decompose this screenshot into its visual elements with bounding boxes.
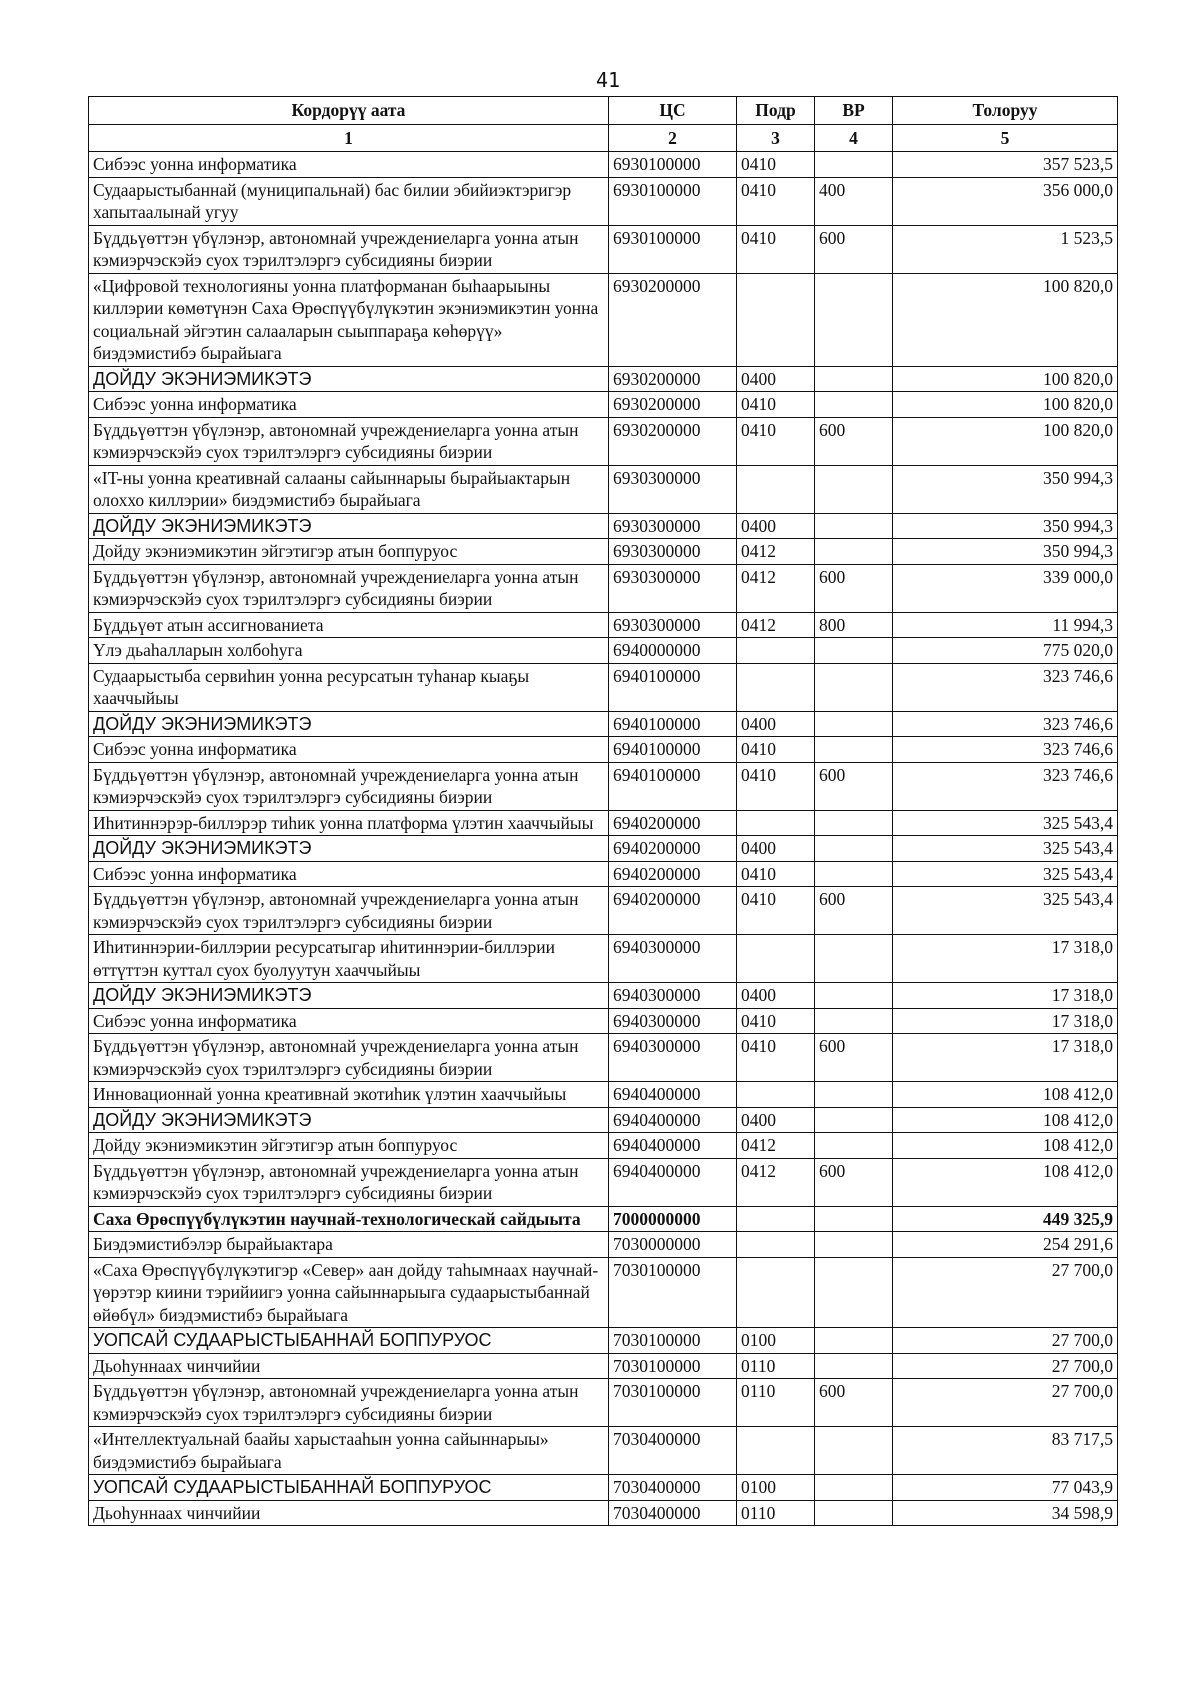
row-vr-cell: 600 bbox=[815, 564, 893, 612]
row-vr-cell bbox=[815, 861, 893, 887]
row-name-cell: УОПСАЙ СУДААРЫСТЫБАННАЙ БОППУРУОС bbox=[89, 1328, 609, 1354]
row-amount-cell: 254 291,6 bbox=[893, 1232, 1118, 1258]
row-cs-cell: 6940100000 bbox=[609, 663, 737, 711]
row-podr-cell bbox=[737, 663, 815, 711]
row-podr-cell: 0410 bbox=[737, 225, 815, 273]
table-row bbox=[89, 539, 1118, 565]
row-cs-cell: 6930200000 bbox=[609, 392, 737, 418]
row-vr-cell: 800 bbox=[815, 612, 893, 638]
row-podr-cell bbox=[737, 1257, 815, 1328]
row-cs-cell: 6940200000 bbox=[609, 861, 737, 887]
row-cs-cell: 6940300000 bbox=[609, 1034, 737, 1082]
row-vr-cell: 600 bbox=[815, 417, 893, 465]
row-vr-cell bbox=[815, 810, 893, 836]
row-vr-cell bbox=[815, 513, 893, 539]
row-cs-cell: 6940200000 bbox=[609, 887, 737, 935]
row-cs-cell: 6930200000 bbox=[609, 366, 737, 392]
table-row bbox=[89, 1133, 1118, 1159]
row-podr-cell: 0412 bbox=[737, 564, 815, 612]
row-vr-cell bbox=[815, 392, 893, 418]
row-podr-cell: 0410 bbox=[737, 392, 815, 418]
row-amount-cell: 775 020,0 bbox=[893, 638, 1118, 664]
row-name-cell: Бүддьүөт атын ассигнованиета bbox=[89, 612, 609, 638]
row-podr-cell: 0410 bbox=[737, 887, 815, 935]
row-name-cell: Биэдэмистибэлэр бырайыактара bbox=[89, 1232, 609, 1258]
row-cs-cell: 6930300000 bbox=[609, 564, 737, 612]
row-name-cell: Үлэ дьаһалларын холбоһуга bbox=[89, 638, 609, 664]
header-amount: Толоруу bbox=[893, 97, 1118, 125]
row-amount-cell: 27 700,0 bbox=[893, 1379, 1118, 1427]
row-name-cell: «Интеллектуальнай баайы харыстааһын уонна сайыннарыы» биэдэмистибэ бырайыага bbox=[89, 1427, 609, 1475]
table-row bbox=[89, 1158, 1118, 1206]
row-amount-cell: 339 000,0 bbox=[893, 564, 1118, 612]
row-name-cell: Дойду экэниэмикэтин эйгэтигэр атын боппуруос bbox=[89, 1133, 609, 1159]
table-row bbox=[89, 935, 1118, 983]
table-row bbox=[89, 177, 1118, 225]
table-row bbox=[89, 612, 1118, 638]
row-name-cell: Сибээс уонна информатика bbox=[89, 737, 609, 763]
row-amount-cell: 83 717,5 bbox=[893, 1427, 1118, 1475]
row-cs-cell: 7030400000 bbox=[609, 1475, 737, 1501]
row-cs-cell: 6940400000 bbox=[609, 1158, 737, 1206]
row-podr-cell: 0412 bbox=[737, 1133, 815, 1159]
row-vr-cell bbox=[815, 366, 893, 392]
row-podr-cell: 0412 bbox=[737, 1158, 815, 1206]
row-vr-cell: 400 bbox=[815, 177, 893, 225]
row-amount-cell: 357 523,5 bbox=[893, 152, 1118, 178]
row-podr-cell bbox=[737, 810, 815, 836]
row-podr-cell: 0410 bbox=[737, 861, 815, 887]
row-podr-cell: 0110 bbox=[737, 1353, 815, 1379]
row-amount-cell: 17 318,0 bbox=[893, 983, 1118, 1009]
row-name-cell: Бүддьүөттэн үбүлэнэр, автономнай учреждениеларга уонна атын кэмиэрчэскэйэ суох тэрилтэлэргэ субсидияны биэрии bbox=[89, 417, 609, 465]
row-cs-cell: 6940100000 bbox=[609, 762, 737, 810]
row-amount-cell: 108 412,0 bbox=[893, 1133, 1118, 1159]
row-podr-cell bbox=[737, 273, 815, 366]
table-row bbox=[89, 417, 1118, 465]
row-vr-cell: 600 bbox=[815, 1034, 893, 1082]
row-name-cell: ДОЙДУ ЭКЭНИЭМИКЭТЭ bbox=[89, 711, 609, 737]
row-podr-cell: 0400 bbox=[737, 711, 815, 737]
row-cs-cell: 7030000000 bbox=[609, 1232, 737, 1258]
table-row bbox=[89, 513, 1118, 539]
row-amount-cell: 108 412,0 bbox=[893, 1107, 1118, 1133]
table-row bbox=[89, 1206, 1118, 1232]
row-vr-cell bbox=[815, 1353, 893, 1379]
row-cs-cell: 7030100000 bbox=[609, 1257, 737, 1328]
row-podr-cell: 0400 bbox=[737, 1107, 815, 1133]
row-amount-cell: 323 746,6 bbox=[893, 711, 1118, 737]
row-podr-cell bbox=[737, 638, 815, 664]
row-vr-cell bbox=[815, 1328, 893, 1354]
row-vr-cell bbox=[815, 663, 893, 711]
row-podr-cell: 0400 bbox=[737, 513, 815, 539]
row-vr-cell bbox=[815, 465, 893, 513]
row-cs-cell: 6940300000 bbox=[609, 935, 737, 983]
table-row bbox=[89, 861, 1118, 887]
row-podr-cell: 0400 bbox=[737, 983, 815, 1009]
row-vr-cell: 600 bbox=[815, 887, 893, 935]
column-number: 1 bbox=[89, 124, 609, 152]
row-name-cell: Саха Өрөспүүбүлүкэтин научнай-технологическай сайдыыта bbox=[89, 1206, 609, 1232]
row-amount-cell: 350 994,3 bbox=[893, 513, 1118, 539]
row-amount-cell: 17 318,0 bbox=[893, 1034, 1118, 1082]
row-cs-cell: 6930300000 bbox=[609, 465, 737, 513]
row-vr-cell: 600 bbox=[815, 1379, 893, 1427]
row-vr-cell bbox=[815, 1008, 893, 1034]
table-row bbox=[89, 366, 1118, 392]
row-cs-cell: 6940100000 bbox=[609, 711, 737, 737]
row-vr-cell bbox=[815, 1107, 893, 1133]
row-podr-cell: 0410 bbox=[737, 1008, 815, 1034]
row-cs-cell: 6930100000 bbox=[609, 177, 737, 225]
row-cs-cell: 6930300000 bbox=[609, 539, 737, 565]
row-name-cell: Бүддьүөттэн үбүлэнэр, автономнай учреждениеларга уонна атын кэмиэрчэскэйэ суох тэрилтэлэргэ субсидияны биэрии bbox=[89, 1158, 609, 1206]
row-name-cell: «IT-ны уонна креативнай салааны сайыннарыы бырайыактарын олоххо киллэрии» биэдэмистибэ бырайыага bbox=[89, 465, 609, 513]
table-row bbox=[89, 1257, 1118, 1328]
table-row bbox=[89, 465, 1118, 513]
row-amount-cell: 449 325,9 bbox=[893, 1206, 1118, 1232]
table-row bbox=[89, 273, 1118, 366]
row-podr-cell: 0110 bbox=[737, 1379, 815, 1427]
table-row bbox=[89, 983, 1118, 1009]
row-name-cell: «Цифровой технологияны уонна платформанан быһаарыыны киллэрии көмөтүнэн Саха Өрөспүүбүлүкэтин экэниэмикэтин уонна социальнай эйгэтин салааларын сыыппараҕа көһөрүү» биэдэмистибэ бырайыага bbox=[89, 273, 609, 366]
row-amount-cell: 350 994,3 bbox=[893, 465, 1118, 513]
row-cs-cell: 6930300000 bbox=[609, 612, 737, 638]
table-body bbox=[89, 152, 1118, 1526]
row-amount-cell: 17 318,0 bbox=[893, 935, 1118, 983]
row-name-cell: ДОЙДУ ЭКЭНИЭМИКЭТЭ bbox=[89, 983, 609, 1009]
table-row bbox=[89, 1107, 1118, 1133]
row-podr-cell: 0410 bbox=[737, 152, 815, 178]
row-amount-cell: 100 820,0 bbox=[893, 273, 1118, 366]
row-vr-cell bbox=[815, 539, 893, 565]
table-row bbox=[89, 810, 1118, 836]
row-vr-cell bbox=[815, 711, 893, 737]
table-row bbox=[89, 1500, 1118, 1526]
column-number: 5 bbox=[893, 124, 1118, 152]
row-amount-cell: 325 543,4 bbox=[893, 836, 1118, 862]
row-podr-cell: 0100 bbox=[737, 1328, 815, 1354]
row-vr-cell bbox=[815, 836, 893, 862]
row-amount-cell: 100 820,0 bbox=[893, 366, 1118, 392]
table-row bbox=[89, 663, 1118, 711]
row-vr-cell: 600 bbox=[815, 762, 893, 810]
header-name: Кордорүү аата bbox=[89, 97, 609, 125]
row-name-cell: ДОЙДУ ЭКЭНИЭМИКЭТЭ bbox=[89, 1107, 609, 1133]
row-amount-cell: 1 523,5 bbox=[893, 225, 1118, 273]
row-cs-cell: 6940300000 bbox=[609, 983, 737, 1009]
row-name-cell: Инновационнай уонна креативнай экотиһик үлэтин хааччыйыы bbox=[89, 1082, 609, 1108]
row-podr-cell: 0410 bbox=[737, 1034, 815, 1082]
row-podr-cell: 0400 bbox=[737, 836, 815, 862]
row-amount-cell: 108 412,0 bbox=[893, 1158, 1118, 1206]
row-amount-cell: 323 746,6 bbox=[893, 762, 1118, 810]
row-podr-cell bbox=[737, 465, 815, 513]
row-name-cell: Бүддьүөттэн үбүлэнэр, автономнай учреждениеларга уонна атын кэмиэрчэскэйэ суох тэрилтэлэргэ субсидияны биэрии bbox=[89, 887, 609, 935]
column-number: 3 bbox=[737, 124, 815, 152]
row-name-cell: Бүддьүөттэн үбүлэнэр, автономнай учреждениеларга уонна атын кэмиэрчэскэйэ суох тэрилтэлэргэ субсидияны биэрии bbox=[89, 564, 609, 612]
row-podr-cell: 0110 bbox=[737, 1500, 815, 1526]
row-vr-cell: 600 bbox=[815, 225, 893, 273]
row-name-cell: Бүддьүөттэн үбүлэнэр, автономнай учреждениеларга уонна атын кэмиэрчэскэйэ суох тэрилтэлэргэ субсидияны биэрии bbox=[89, 1034, 609, 1082]
row-vr-cell bbox=[815, 1082, 893, 1108]
row-name-cell: Иһитиннэрэр-биллэрэр тиһик уонна платформа үлэтин хааччыйыы bbox=[89, 810, 609, 836]
row-name-cell: Судаарыстыбаннай (муниципальнай) бас билии эбийиэктэригэр хапытаалынай угуу bbox=[89, 177, 609, 225]
row-cs-cell: 6940400000 bbox=[609, 1133, 737, 1159]
table-header-row bbox=[89, 97, 1118, 125]
row-vr-cell bbox=[815, 983, 893, 1009]
row-vr-cell bbox=[815, 638, 893, 664]
row-name-cell: Сибээс уонна информатика bbox=[89, 1008, 609, 1034]
row-podr-cell: 0410 bbox=[737, 762, 815, 810]
row-amount-cell: 100 820,0 bbox=[893, 417, 1118, 465]
row-amount-cell: 100 820,0 bbox=[893, 392, 1118, 418]
table-row bbox=[89, 1232, 1118, 1258]
row-amount-cell: 323 746,6 bbox=[893, 737, 1118, 763]
row-name-cell: Дойду экэниэмикэтин эйгэтигэр атын боппуруос bbox=[89, 539, 609, 565]
row-cs-cell: 7030100000 bbox=[609, 1353, 737, 1379]
table-row bbox=[89, 1082, 1118, 1108]
page-number: 41 bbox=[595, 68, 621, 92]
row-amount-cell: 356 000,0 bbox=[893, 177, 1118, 225]
row-podr-cell bbox=[737, 1082, 815, 1108]
table-row bbox=[89, 1475, 1118, 1501]
row-amount-cell: 17 318,0 bbox=[893, 1008, 1118, 1034]
table-row bbox=[89, 1379, 1118, 1427]
row-name-cell: ДОЙДУ ЭКЭНИЭМИКЭТЭ bbox=[89, 513, 609, 539]
table-row bbox=[89, 836, 1118, 862]
row-cs-cell: 6930100000 bbox=[609, 152, 737, 178]
row-amount-cell: 323 746,6 bbox=[893, 663, 1118, 711]
row-name-cell: Дьоһуннаах чинчийии bbox=[89, 1353, 609, 1379]
table-row bbox=[89, 564, 1118, 612]
row-amount-cell: 11 994,3 bbox=[893, 612, 1118, 638]
table-row bbox=[89, 152, 1118, 178]
row-cs-cell: 6930100000 bbox=[609, 225, 737, 273]
table-row bbox=[89, 1328, 1118, 1354]
row-podr-cell bbox=[737, 1427, 815, 1475]
row-vr-cell bbox=[815, 935, 893, 983]
column-number: 4 bbox=[815, 124, 893, 152]
table-row bbox=[89, 392, 1118, 418]
table-row bbox=[89, 737, 1118, 763]
row-cs-cell: 6940200000 bbox=[609, 836, 737, 862]
row-cs-cell: 6930200000 bbox=[609, 417, 737, 465]
table-row bbox=[89, 1008, 1118, 1034]
header-podr: Подр bbox=[737, 97, 815, 125]
row-podr-cell: 0412 bbox=[737, 612, 815, 638]
row-name-cell: Бүддьүөттэн үбүлэнэр, автономнай учреждениеларга уонна атын кэмиэрчэскэйэ суох тэрилтэлэргэ субсидияны биэрии bbox=[89, 1379, 609, 1427]
table-row bbox=[89, 762, 1118, 810]
row-vr-cell bbox=[815, 1232, 893, 1258]
row-cs-cell: 6940200000 bbox=[609, 810, 737, 836]
row-amount-cell: 108 412,0 bbox=[893, 1082, 1118, 1108]
row-name-cell: Иһитиннэрии-биллэрии ресурсатыгар иһитиннэрии-биллэрии өттүттэн куттал суох буолуутун хааччыйыы bbox=[89, 935, 609, 983]
row-amount-cell: 27 700,0 bbox=[893, 1353, 1118, 1379]
row-cs-cell: 6930200000 bbox=[609, 273, 737, 366]
column-number: 2 bbox=[609, 124, 737, 152]
row-podr-cell: 0100 bbox=[737, 1475, 815, 1501]
row-podr-cell bbox=[737, 935, 815, 983]
row-name-cell: Дьоһуннаах чинчийии bbox=[89, 1500, 609, 1526]
row-amount-cell: 325 543,4 bbox=[893, 861, 1118, 887]
row-name-cell: Судаарыстыба сервиһин уонна ресурсатын туһанар кыаҕы хааччыйыы bbox=[89, 663, 609, 711]
budget-table bbox=[88, 96, 1118, 1526]
row-amount-cell: 325 543,4 bbox=[893, 887, 1118, 935]
row-name-cell: Бүддьүөттэн үбүлэнэр, автономнай учреждениеларга уонна атын кэмиэрчэскэйэ суох тэрилтэлэргэ субсидияны биэрии bbox=[89, 225, 609, 273]
row-cs-cell: 7030400000 bbox=[609, 1427, 737, 1475]
row-vr-cell bbox=[815, 1427, 893, 1475]
row-cs-cell: 6930300000 bbox=[609, 513, 737, 539]
row-name-cell: ДОЙДУ ЭКЭНИЭМИКЭТЭ bbox=[89, 836, 609, 862]
row-cs-cell: 7030100000 bbox=[609, 1328, 737, 1354]
row-amount-cell: 27 700,0 bbox=[893, 1328, 1118, 1354]
row-vr-cell bbox=[815, 273, 893, 366]
row-name-cell: ДОЙДУ ЭКЭНИЭМИКЭТЭ bbox=[89, 366, 609, 392]
header-cs: ЦС bbox=[609, 97, 737, 125]
table-row bbox=[89, 711, 1118, 737]
row-podr-cell bbox=[737, 1232, 815, 1258]
row-amount-cell: 27 700,0 bbox=[893, 1257, 1118, 1328]
row-amount-cell: 325 543,4 bbox=[893, 810, 1118, 836]
row-cs-cell: 6940400000 bbox=[609, 1107, 737, 1133]
table-row bbox=[89, 1353, 1118, 1379]
row-name-cell: УОПСАЙ СУДААРЫСТЫБАННАЙ БОППУРУОС bbox=[89, 1475, 609, 1501]
row-vr-cell bbox=[815, 737, 893, 763]
table-row bbox=[89, 887, 1118, 935]
row-podr-cell: 0410 bbox=[737, 177, 815, 225]
row-cs-cell: 6940300000 bbox=[609, 1008, 737, 1034]
row-vr-cell bbox=[815, 1206, 893, 1232]
row-name-cell: Сибээс уонна информатика bbox=[89, 392, 609, 418]
row-cs-cell: 6940400000 bbox=[609, 1082, 737, 1108]
row-podr-cell: 0410 bbox=[737, 417, 815, 465]
table-row bbox=[89, 1034, 1118, 1082]
row-podr-cell: 0400 bbox=[737, 366, 815, 392]
row-amount-cell: 34 598,9 bbox=[893, 1500, 1118, 1526]
row-cs-cell: 7030400000 bbox=[609, 1500, 737, 1526]
row-cs-cell: 7030100000 bbox=[609, 1379, 737, 1427]
row-cs-cell: 7000000000 bbox=[609, 1206, 737, 1232]
row-vr-cell bbox=[815, 152, 893, 178]
row-vr-cell bbox=[815, 1475, 893, 1501]
table-row bbox=[89, 638, 1118, 664]
row-podr-cell: 0412 bbox=[737, 539, 815, 565]
row-amount-cell: 77 043,9 bbox=[893, 1475, 1118, 1501]
row-podr-cell: 0410 bbox=[737, 737, 815, 763]
column-number-row bbox=[89, 124, 1118, 152]
row-cs-cell: 6940000000 bbox=[609, 638, 737, 664]
row-name-cell: «Саха Өрөспүүбүлүкэтигэр «Север» аан дойду таһымнаах научнай-үөрэтэр киини тэрийиигэ уонна сайыннарыыга судаарыстыбаннай өйөбүл» биэдэмистибэ бырайыага bbox=[89, 1257, 609, 1328]
row-vr-cell bbox=[815, 1133, 893, 1159]
row-vr-cell bbox=[815, 1500, 893, 1526]
row-podr-cell bbox=[737, 1206, 815, 1232]
row-vr-cell: 600 bbox=[815, 1158, 893, 1206]
row-name-cell: Сибээс уонна информатика bbox=[89, 152, 609, 178]
table-row bbox=[89, 1427, 1118, 1475]
row-name-cell: Сибээс уонна информатика bbox=[89, 861, 609, 887]
header-vr: ВР bbox=[815, 97, 893, 125]
row-name-cell: Бүддьүөттэн үбүлэнэр, автономнай учреждениеларга уонна атын кэмиэрчэскэйэ суох тэрилтэлэргэ субсидияны биэрии bbox=[89, 762, 609, 810]
row-amount-cell: 350 994,3 bbox=[893, 539, 1118, 565]
table-row bbox=[89, 225, 1118, 273]
row-vr-cell bbox=[815, 1257, 893, 1328]
row-cs-cell: 6940100000 bbox=[609, 737, 737, 763]
